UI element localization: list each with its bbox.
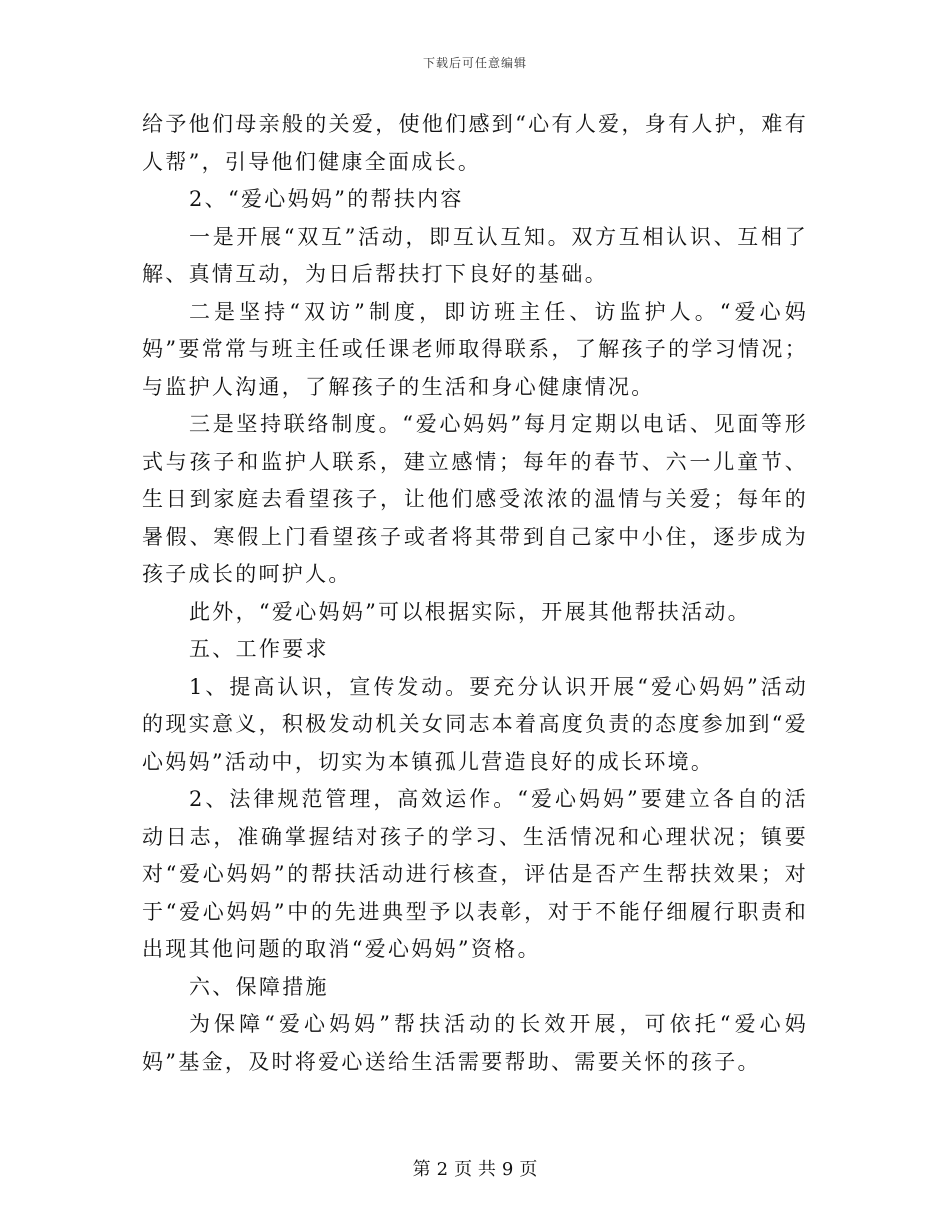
paragraph-safeguards: 为保障“爱心妈妈”帮扶活动的长效开展，可依托“爱心妈妈”基金，及时将爱心送给生活需要帮助、需要关怀的孩子。 [142, 1012, 808, 1074]
footer-suffix: 页 [519, 1159, 538, 1180]
page-number: 2 [436, 1159, 449, 1180]
page-footer [0, 1155, 950, 1181]
paragraph-other-activities: 此外，“爱心妈妈”可以根据实际，开展其他帮扶活动。 [189, 599, 751, 624]
paragraph-continuation: 给予他们母亲般的关爱，使他们感到“心有人爱，身有人护，难有人帮”，引导他们健康全面成长。 [142, 112, 808, 174]
footer-prefix: 第 [412, 1159, 431, 1180]
paragraph-item-three: 三是坚持联络制度。“爱心妈妈”每月定期以电话、见面等形式与孩子和监护人联系，建立感情；每年的春节、六一儿童节、生日到家庭去看望孩子，让他们感受浓浓的温情与关爱；每年的暑假、寒假上门看望孩子或者将其带到自己家中小住，逐步成为孩子成长的呵护人。 [142, 412, 808, 586]
footer-middle: 页 共 [454, 1159, 496, 1180]
paragraph-requirement-one: 1、提高认识，宣传发动。要充分认识开展“爱心妈妈”活动的现实意义，积极发动机关女同志本着高度负责的态度参加到“爱心妈妈”活动中，切实为本镇孤儿营造良好的成长环境。 [142, 674, 808, 774]
heading-safeguards: 六、保障措施 [189, 974, 329, 999]
paragraph-item-one: 一是开展“双互”活动，即互认互知。双方互相认识、互相了解、真情互动，为日后帮扶打下良好的基础。 [142, 224, 808, 286]
page-total: 9 [501, 1159, 514, 1180]
paragraph-item-two: 二是坚持“双访”制度，即访班主任、访监护人。“爱心妈妈”要常常与班主任或任课老师取得联系，了解孩子的学习情况；与监护人沟通，了解孩子的生活和身心健康情况。 [142, 299, 808, 399]
paragraph-section-heading: 2、“爱心妈妈”的帮扶内容 [189, 187, 464, 211]
paragraph-requirement-two: 2、法律规范管理，高效运作。“爱心妈妈”要建立各自的活动日志，准确掌握结对孩子的学习、生活情况和心理状况；镇要对“爱心妈妈”的帮扶活动进行核查，评估是否产生帮扶效果；对于“爱心妈妈”中的先进典型予以表彰，对于不能仔细履行职责和出现其他问题的取消“爱心妈妈”资格。 [142, 787, 808, 961]
document-body [142, 106, 808, 1081]
page-header: 下载后可任意编辑 [422, 56, 527, 70]
heading-work-requirements: 五、工作要求 [189, 637, 329, 661]
